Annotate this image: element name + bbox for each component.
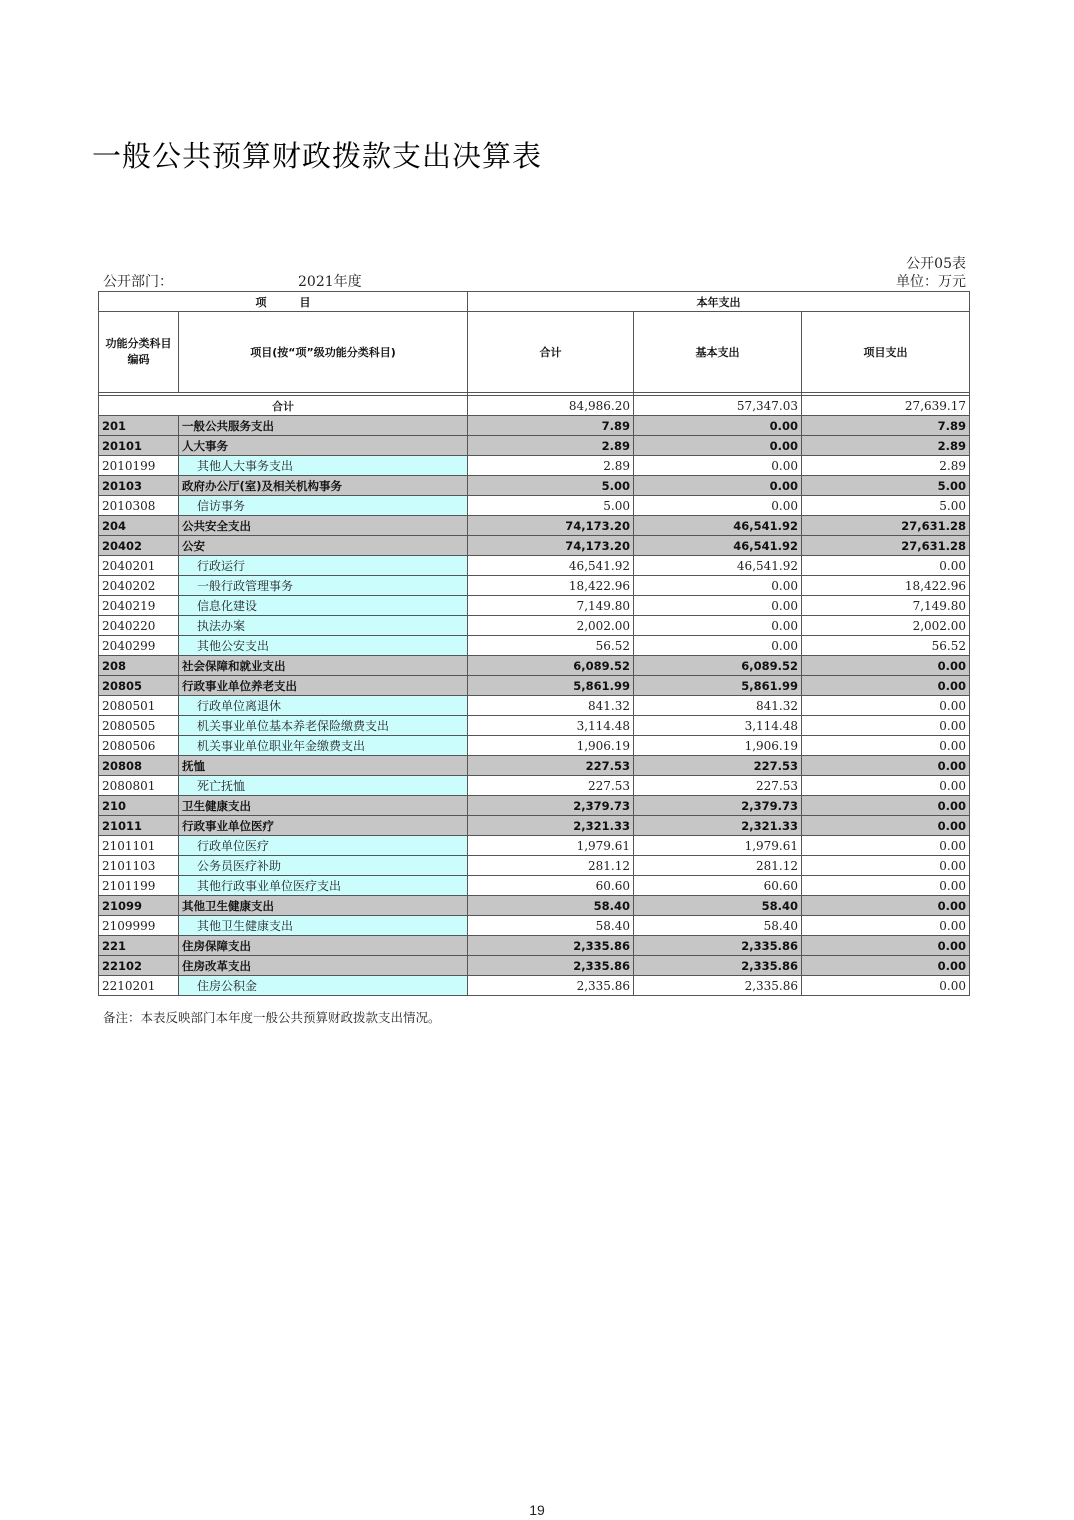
row-total: 3,114.48 — [468, 716, 634, 736]
table-note: 备注：本表反映部门本年度一般公共预算财政拨款支出情况。 — [103, 1010, 441, 1025]
row-total: 60.60 — [468, 876, 634, 896]
row-basic: 46,541.92 — [634, 556, 802, 576]
row-total: 2,335.86 — [468, 956, 634, 976]
row-name: 执法办案 — [179, 616, 468, 636]
row-project: 2.89 — [802, 436, 970, 456]
total-label: 合计 — [99, 396, 468, 416]
row-basic: 0.00 — [634, 636, 802, 656]
row-basic: 58.40 — [634, 916, 802, 936]
row-total: 7.89 — [468, 416, 634, 436]
row-total: 227.53 — [468, 756, 634, 776]
dept-label: 公开部门： — [103, 274, 173, 290]
row-project: 0.00 — [802, 656, 970, 676]
header-basic: 基本支出 — [634, 312, 802, 393]
row-code: 2080505 — [99, 716, 179, 736]
table-row — [99, 936, 970, 956]
row-basic: 281.12 — [634, 856, 802, 876]
row-code: 2210201 — [99, 976, 179, 996]
row-name: 机关事业单位基本养老保险缴费支出 — [179, 716, 468, 736]
table-row — [99, 496, 970, 516]
row-name: 抚恤 — [179, 756, 468, 776]
row-basic: 841.32 — [634, 696, 802, 716]
row-total: 2.89 — [468, 436, 634, 456]
row-code: 20805 — [99, 676, 179, 696]
row-name: 政府办公厅(室)及相关机构事务 — [179, 476, 468, 496]
row-project: 0.00 — [802, 796, 970, 816]
row-basic: 2,335.86 — [634, 976, 802, 996]
table-row — [99, 836, 970, 856]
total-project: 27,639.17 — [802, 396, 970, 416]
table-row — [99, 956, 970, 976]
row-name: 公务员医疗补助 — [179, 856, 468, 876]
row-basic: 5,861.99 — [634, 676, 802, 696]
row-basic: 0.00 — [634, 496, 802, 516]
row-basic: 0.00 — [634, 456, 802, 476]
row-total: 18,422.96 — [468, 576, 634, 596]
table-row — [99, 896, 970, 916]
row-code: 2109999 — [99, 916, 179, 936]
row-basic: 1,979.61 — [634, 836, 802, 856]
row-name: 行政事业单位养老支出 — [179, 676, 468, 696]
total-row — [99, 396, 970, 416]
row-project: 2,002.00 — [802, 616, 970, 636]
header-name: 项目(按“项”级功能分类科目) — [179, 312, 468, 393]
row-basic: 227.53 — [634, 776, 802, 796]
row-project: 0.00 — [802, 956, 970, 976]
row-project: 0.00 — [802, 676, 970, 696]
table-row — [99, 456, 970, 476]
row-basic: 227.53 — [634, 756, 802, 776]
row-basic: 60.60 — [634, 876, 802, 896]
row-project: 5.00 — [802, 496, 970, 516]
row-code: 20101 — [99, 436, 179, 456]
header-total: 合计 — [468, 312, 634, 393]
row-project: 7,149.80 — [802, 596, 970, 616]
row-project: 27,631.28 — [802, 536, 970, 556]
table-row — [99, 736, 970, 756]
row-project: 0.00 — [802, 696, 970, 716]
total-amount: 84,986.20 — [468, 396, 634, 416]
row-project: 0.00 — [802, 976, 970, 996]
row-project: 5.00 — [802, 476, 970, 496]
table-row — [99, 816, 970, 836]
row-total: 2,335.86 — [468, 936, 634, 956]
row-code: 2010308 — [99, 496, 179, 516]
row-project: 0.00 — [802, 736, 970, 756]
row-name: 行政单位离退休 — [179, 696, 468, 716]
table-row — [99, 476, 970, 496]
table-row — [99, 436, 970, 456]
row-name: 行政单位医疗 — [179, 836, 468, 856]
row-code: 2040220 — [99, 616, 179, 636]
table-row — [99, 696, 970, 716]
row-basic: 0.00 — [634, 576, 802, 596]
row-code: 20103 — [99, 476, 179, 496]
row-name: 公安 — [179, 536, 468, 556]
row-project: 56.52 — [802, 636, 970, 656]
row-name: 卫生健康支出 — [179, 796, 468, 816]
row-name: 行政事业单位医疗 — [179, 816, 468, 836]
row-code: 21011 — [99, 816, 179, 836]
row-name: 其他行政事业单位医疗支出 — [179, 876, 468, 896]
row-total: 5,861.99 — [468, 676, 634, 696]
row-basic: 2,335.86 — [634, 936, 802, 956]
row-code: 22102 — [99, 956, 179, 976]
table-row — [99, 856, 970, 876]
row-project: 0.00 — [802, 716, 970, 736]
table-row — [99, 976, 970, 996]
row-project: 0.00 — [802, 876, 970, 896]
row-project: 0.00 — [802, 776, 970, 796]
row-total: 2,321.33 — [468, 816, 634, 836]
row-project: 0.00 — [802, 856, 970, 876]
row-total: 5.00 — [468, 496, 634, 516]
row-code: 210 — [99, 796, 179, 816]
row-code: 221 — [99, 936, 179, 956]
row-total: 58.40 — [468, 896, 634, 916]
table-row — [99, 876, 970, 896]
table-row — [99, 796, 970, 816]
row-name: 住房改革支出 — [179, 956, 468, 976]
table-row — [99, 676, 970, 696]
row-basic: 3,114.48 — [634, 716, 802, 736]
row-basic: 0.00 — [634, 616, 802, 636]
row-total: 46,541.92 — [468, 556, 634, 576]
row-code: 204 — [99, 516, 179, 536]
year-label: 2021年度 — [298, 274, 362, 290]
row-basic: 46,541.92 — [634, 516, 802, 536]
row-project: 0.00 — [802, 896, 970, 916]
table-row — [99, 516, 970, 536]
table-meta — [98, 271, 968, 290]
row-name: 人大事务 — [179, 436, 468, 456]
table-row — [99, 416, 970, 436]
row-code: 2101101 — [99, 836, 179, 856]
row-total: 227.53 — [468, 776, 634, 796]
row-basic: 0.00 — [634, 476, 802, 496]
row-basic: 2,335.86 — [634, 956, 802, 976]
row-basic: 2,321.33 — [634, 816, 802, 836]
row-code: 201 — [99, 416, 179, 436]
row-total: 1,979.61 — [468, 836, 634, 856]
header-current-year: 本年支出 — [468, 292, 970, 312]
table-row — [99, 716, 970, 736]
page-title: 一般公共预算财政拨款支出决算表 — [92, 139, 543, 173]
row-basic: 46,541.92 — [634, 536, 802, 556]
row-name: 公共安全支出 — [179, 516, 468, 536]
table-row — [99, 616, 970, 636]
row-total: 841.32 — [468, 696, 634, 716]
row-name: 其他卫生健康支出 — [179, 896, 468, 916]
row-code: 2040299 — [99, 636, 179, 656]
row-total: 74,173.20 — [468, 536, 634, 556]
row-name: 机关事业单位职业年金缴费支出 — [179, 736, 468, 756]
row-code: 21099 — [99, 896, 179, 916]
row-name: 其他公安支出 — [179, 636, 468, 656]
row-basic: 1,906.19 — [634, 736, 802, 756]
row-project: 0.00 — [802, 756, 970, 776]
row-total: 6,089.52 — [468, 656, 634, 676]
header-item: 项 目 — [99, 292, 468, 312]
table-row — [99, 776, 970, 796]
row-code: 2101103 — [99, 856, 179, 876]
row-code: 20402 — [99, 536, 179, 556]
row-code: 2080501 — [99, 696, 179, 716]
row-basic: 6,089.52 — [634, 656, 802, 676]
row-basic: 0.00 — [634, 416, 802, 436]
total-basic: 57,347.03 — [634, 396, 802, 416]
unit-label: 单位：万元 — [896, 274, 966, 290]
row-basic: 0.00 — [634, 596, 802, 616]
row-project: 0.00 — [802, 556, 970, 576]
row-name: 其他卫生健康支出 — [179, 916, 468, 936]
budget-table — [98, 291, 970, 996]
page-number: 19 — [529, 1502, 545, 1518]
row-name: 行政运行 — [179, 556, 468, 576]
row-name: 社会保障和就业支出 — [179, 656, 468, 676]
row-code: 2101199 — [99, 876, 179, 896]
row-name: 死亡抚恤 — [179, 776, 468, 796]
table-row — [99, 756, 970, 776]
row-name: 住房公积金 — [179, 976, 468, 996]
row-total: 56.52 — [468, 636, 634, 656]
row-code: 2040201 — [99, 556, 179, 576]
table-row — [99, 636, 970, 656]
row-code: 2080801 — [99, 776, 179, 796]
row-total: 7,149.80 — [468, 596, 634, 616]
row-project: 18,422.96 — [802, 576, 970, 596]
table-row — [99, 916, 970, 936]
row-code: 2040202 — [99, 576, 179, 596]
row-project: 7.89 — [802, 416, 970, 436]
row-project: 0.00 — [802, 916, 970, 936]
row-project: 2.89 — [802, 456, 970, 476]
row-code: 2080506 — [99, 736, 179, 756]
row-name: 信访事务 — [179, 496, 468, 516]
row-project: 0.00 — [802, 936, 970, 956]
row-project: 27,631.28 — [802, 516, 970, 536]
row-basic: 0.00 — [634, 436, 802, 456]
row-code: 2010199 — [99, 456, 179, 476]
row-name: 其他人大事务支出 — [179, 456, 468, 476]
row-total: 2,379.73 — [468, 796, 634, 816]
row-name: 一般公共服务支出 — [179, 416, 468, 436]
row-total: 2,335.86 — [468, 976, 634, 996]
table-row — [99, 656, 970, 676]
form-id: 公开05表 — [906, 256, 966, 272]
row-total: 1,906.19 — [468, 736, 634, 756]
row-name: 信息化建设 — [179, 596, 468, 616]
table-row — [99, 576, 970, 596]
row-total: 2.89 — [468, 456, 634, 476]
row-total: 2,002.00 — [468, 616, 634, 636]
row-name: 住房保障支出 — [179, 936, 468, 956]
row-code: 2040219 — [99, 596, 179, 616]
header-code: 功能分类科目编码 — [99, 312, 179, 393]
row-total: 5.00 — [468, 476, 634, 496]
table-row — [99, 596, 970, 616]
row-total: 58.40 — [468, 916, 634, 936]
row-project: 0.00 — [802, 816, 970, 836]
row-total: 281.12 — [468, 856, 634, 876]
row-project: 0.00 — [802, 836, 970, 856]
table-row — [99, 556, 970, 576]
row-basic: 58.40 — [634, 896, 802, 916]
row-total: 74,173.20 — [468, 516, 634, 536]
row-name: 一般行政管理事务 — [179, 576, 468, 596]
row-code: 208 — [99, 656, 179, 676]
row-code: 20808 — [99, 756, 179, 776]
row-basic: 2,379.73 — [634, 796, 802, 816]
table-row — [99, 536, 970, 556]
header-project: 项目支出 — [802, 312, 970, 393]
